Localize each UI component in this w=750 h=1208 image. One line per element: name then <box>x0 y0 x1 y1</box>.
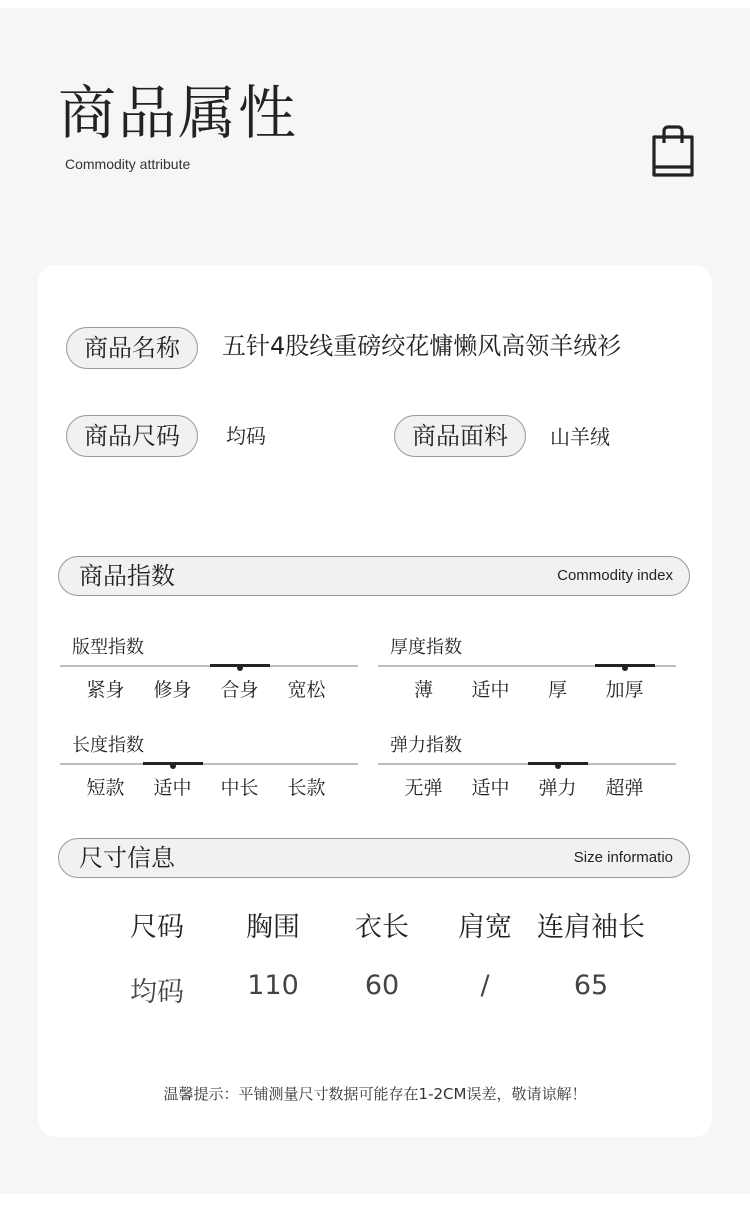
index-section-bar <box>58 556 690 596</box>
size-table-header: 尺码 <box>130 912 184 943</box>
size-section-title: 尺寸信息 <box>79 844 175 872</box>
index-section-title: 商品指数 <box>79 562 175 590</box>
index-selected-dot <box>170 763 176 769</box>
index-group-title: 弹力指数 <box>390 735 462 756</box>
size-section-bar <box>58 838 690 878</box>
attribute-card <box>38 265 712 1137</box>
page-title: 商品属性 <box>58 79 299 147</box>
size-table-header: 衣长 <box>355 912 409 943</box>
index-option: 适中 <box>471 777 510 799</box>
shopping-bag-icon <box>650 123 696 181</box>
index-option: 薄 <box>413 679 433 701</box>
index-option: 短款 <box>86 777 125 799</box>
index-group-title: 版型指数 <box>72 637 144 658</box>
index-selected-dot <box>622 665 628 671</box>
index-group-title: 长度指数 <box>72 735 144 756</box>
size-table-cell: / <box>480 970 490 1001</box>
index-option: 无弹 <box>404 777 443 799</box>
page-background <box>0 8 750 1194</box>
size-table-header: 肩宽 <box>458 912 512 943</box>
index-option: 紧身 <box>86 679 125 701</box>
index-option: 加厚 <box>605 679 644 701</box>
index-option: 弹力 <box>538 777 577 799</box>
name-value: 五针4股线重磅绞花慵懒风高领羊绒衫 <box>222 332 622 360</box>
size-table-cell: 均码 <box>130 977 184 1008</box>
index-option: 修身 <box>153 679 192 701</box>
size-table-header: 连肩袖长 <box>537 912 645 943</box>
index-group-title: 厚度指数 <box>390 637 462 658</box>
size-table-header: 胸围 <box>246 912 300 943</box>
size-table-cell: 60 <box>364 970 400 1001</box>
index-section-en: Commodity index <box>557 567 673 584</box>
size-label-pill: 商品尺码 <box>66 415 198 457</box>
size-table-cell: 110 <box>247 970 299 1001</box>
measurement-tip: 温馨提示：平铺测量尺寸数据可能存在1-2CM误差，敬请谅解！ <box>163 1085 587 1103</box>
index-selected-dot <box>555 763 561 769</box>
index-option: 宽松 <box>287 679 326 701</box>
size-value: 均码 <box>226 424 266 448</box>
index-option: 适中 <box>471 679 510 701</box>
size-section-en: Size informatio <box>573 849 673 866</box>
index-option: 厚 <box>547 679 567 701</box>
name-label-pill: 商品名称 <box>66 327 198 369</box>
size-table-cell: 65 <box>573 970 609 1001</box>
index-selected-dot <box>237 665 243 671</box>
index-option: 超弹 <box>605 777 644 799</box>
index-scale-line <box>60 763 358 765</box>
fabric-label-pill: 商品面料 <box>394 415 526 457</box>
index-option: 中长 <box>220 777 259 799</box>
page-subtitle: Commodity attribute <box>65 156 191 172</box>
index-option: 长款 <box>287 777 326 799</box>
index-option: 适中 <box>153 777 192 799</box>
fabric-value: 山羊绒 <box>550 425 610 449</box>
index-option: 合身 <box>220 679 259 701</box>
